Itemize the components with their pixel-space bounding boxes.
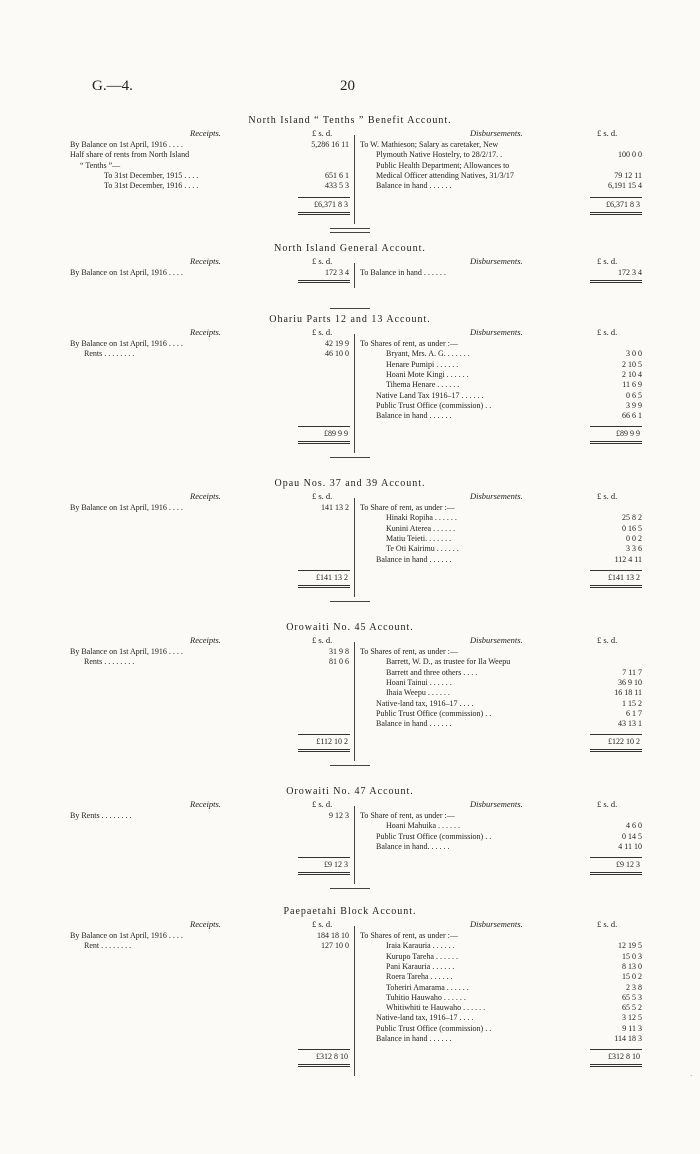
disbursement-label: Kunini Aterea . . . . . . [386, 523, 456, 533]
disbursement-label: Hinaki Ropiha . . . . . . [386, 513, 457, 523]
receipt-label: Rents . . . . . . . . [84, 657, 135, 667]
disbursement-amount: 3 12 5 [622, 1013, 642, 1023]
disbursement-amount: 36 9 10 [618, 677, 642, 687]
disbursements-lsd-heading: £ s. d. [597, 635, 618, 645]
disbursement-amount: 9 11 3 [622, 1023, 642, 1033]
disbursement-label: Balance in hand . . . . . . [376, 1034, 452, 1043]
receipt-amount: 81 0 6 [329, 657, 349, 667]
receipt-label: Half share of rents from North Island [70, 150, 190, 160]
receipt-label: By Balance on 1st April, 1916 . . . . [70, 931, 183, 940]
disbursement-label: Pani Karauria . . . . . . [386, 961, 455, 971]
disbursements-double-rule [590, 441, 642, 444]
section-separator [330, 888, 370, 889]
disbursement-amount: 1 15 2 [622, 698, 642, 708]
disbursements-sum-rule [590, 426, 642, 427]
disbursement-label: Matiu Teieti. . . . . . . [386, 533, 452, 543]
disbursement-label: Public Trust Office (commission) . . [376, 831, 492, 841]
receipts-total: £89 9 9 [324, 429, 348, 439]
disbursement-amount: 3 0 0 [626, 349, 642, 359]
receipt-label: By Balance on 1st April, 1916 . . . . [70, 268, 183, 277]
disbursement-label: Bryant, Mrs. A. G. . . . . . . [386, 349, 470, 359]
disbursement-label: To Shares of rent, as under :— [360, 931, 458, 940]
disbursements-sum-rule [590, 197, 642, 198]
disbursements-total: £89 9 9 [616, 429, 640, 439]
disbursement-amount: 172 3 4 [618, 268, 642, 277]
disbursements-lsd-heading: £ s. d. [597, 256, 618, 266]
receipt-amount: 127 10 0 [321, 941, 349, 951]
disbursements-total: £312 8 10 [608, 1052, 640, 1062]
disbursement-label: To Share of rent, as under :— [360, 503, 455, 512]
disbursement-amount: 100 0 0 [618, 150, 642, 160]
disbursement-label: Tuhitio Hauwaho . . . . . . [386, 992, 466, 1002]
disbursement-label: To Share of rent, as under :— [360, 811, 455, 820]
receipts-lsd-heading: £ s. d. [312, 491, 333, 501]
receipts-lsd-heading: £ s. d. [312, 635, 333, 645]
receipts-heading: Receipts. [190, 256, 221, 266]
disbursement-label: Plymouth Native Hostelry, to 28/2/17. . [376, 150, 503, 160]
section-separator [330, 601, 370, 602]
disbursement-label: Balance in hand . . . . . . [376, 181, 452, 191]
disbursement-label: Kurupo Tareha . . . . . . [386, 951, 458, 961]
account-title: Paepaetahi Block Account. [283, 906, 417, 917]
disbursement-label: Public Trust Office (commission) . . [376, 708, 492, 718]
account-title: Ohariu Parts 12 and 13 Account. [269, 314, 431, 325]
receipts-heading: Receipts. [190, 327, 221, 337]
receipt-amount: 141 13 2 [321, 503, 349, 512]
disbursement-label: Barrett and three others . . . . [386, 667, 478, 677]
disbursement-amount: 6,191 15 4 [608, 181, 642, 191]
receipts-total: £6,371 8 3 [314, 199, 348, 209]
receipt-amount: 46 10 0 [325, 349, 349, 359]
receipts-heading: Receipts. [190, 635, 221, 645]
receipts-heading: Receipts. [190, 491, 221, 501]
receipts-lsd-heading: £ s. d. [312, 919, 333, 929]
disbursement-label: Toheriri Amarama . . . . . . [386, 982, 469, 992]
disbursement-amount: 25 8 2 [622, 513, 642, 523]
disbursement-label: Barrett, W. D., as trustee for Ila Weepu [386, 657, 511, 667]
disbursement-amount: 2 10 4 [622, 369, 642, 379]
disbursements-lsd-heading: £ s. d. [597, 327, 618, 337]
disbursement-amount: 3 3 6 [626, 544, 642, 554]
disbursement-label: To W. Mathieson; Salary as caretaker, New [360, 140, 499, 149]
receipts-sum-rule [298, 1049, 350, 1050]
receipt-amount: 5,286 16 11 [311, 140, 349, 149]
receipts-double-rule [298, 872, 350, 875]
disbursement-amount: 65 5 2 [622, 1003, 642, 1013]
section-separator [330, 228, 370, 229]
section-separator [330, 457, 370, 458]
page-number: 20 [340, 78, 355, 94]
column-divider [354, 806, 355, 884]
disbursement-amount: 43 13 1 [618, 719, 642, 729]
disbursements-double-rule [590, 212, 642, 215]
receipt-label: “ Tenths ”— [80, 160, 121, 170]
disbursement-label: Iraia Karauria . . . . . . [386, 941, 455, 951]
receipt-label: Rent . . . . . . . . [84, 941, 132, 951]
receipt-label: By Balance on 1st April, 1916 . . . . [70, 647, 183, 656]
disbursement-amount: 112 4 11 [614, 554, 642, 564]
receipts-heading: Receipts. [190, 919, 221, 929]
disbursement-amount: 0 0 2 [626, 533, 642, 543]
disbursement-amount: 65 5 3 [622, 992, 642, 1002]
receipts-double-rule [298, 749, 350, 752]
receipt-label: By Balance on 1st April, 1916 . . . . [70, 503, 183, 512]
receipts-total: £9 12 3 [324, 860, 348, 870]
disbursements-total: £122 10 2 [608, 737, 640, 747]
disbursement-amount: 66 6 1 [622, 411, 642, 421]
receipt-amount: 172 3 4 [325, 268, 349, 277]
disbursements-total: £141 13 2 [608, 572, 640, 582]
disbursement-label: Native-land tax, 1916–17 . . . . [376, 698, 474, 708]
disbursements-sum-rule [590, 1049, 642, 1050]
disbursement-amount: 79 12 11 [614, 170, 642, 180]
receipts-sum-rule [298, 426, 350, 427]
disbursement-amount: 0 14 5 [622, 831, 642, 841]
disbursement-label: To Shares of rent, as under :— [360, 339, 458, 348]
disbursement-label: To Balance in hand . . . . . . [360, 268, 446, 277]
disbursements-heading: Disbursements. [470, 635, 523, 645]
disbursement-label: Whitiwhiti te Hauwaho . . . . . . [386, 1003, 486, 1013]
receipts-sum-rule [298, 857, 350, 858]
disbursement-amount: 12 19 5 [618, 941, 642, 951]
disbursement-label: Hoani Mahuika . . . . . . [386, 821, 460, 831]
disbursement-amount: 4 6 0 [626, 821, 642, 831]
receipts-double-rule [298, 280, 350, 283]
receipts-heading: Receipts. [190, 128, 221, 138]
column-divider [354, 498, 355, 597]
disbursements-lsd-heading: £ s. d. [597, 128, 618, 138]
receipt-amount: 9 12 3 [329, 811, 349, 820]
receipt-label: By Balance on 1st April, 1916 . . . . [70, 140, 183, 149]
disbursements-total: £9 12 3 [616, 860, 640, 870]
receipts-heading: Receipts. [190, 799, 221, 809]
disbursements-heading: Disbursements. [470, 327, 523, 337]
disbursement-amount: 2 10 5 [622, 359, 642, 369]
receipts-double-rule [298, 1064, 350, 1067]
disbursement-amount: 15 0 3 [622, 951, 642, 961]
disbursements-sum-rule [590, 857, 642, 858]
disbursement-label: Balance in hand . . . . . . [376, 411, 452, 421]
disbursements-heading: Disbursements. [470, 128, 523, 138]
column-divider [354, 334, 355, 453]
column-divider [354, 926, 355, 1076]
receipts-lsd-heading: £ s. d. [312, 799, 333, 809]
account-title: Opau Nos. 37 and 39 Account. [274, 478, 426, 489]
disbursement-label: Native Land Tax 1916–17 . . . . . . [376, 390, 484, 400]
disbursement-amount: 6 1 7 [626, 708, 642, 718]
disbursement-label: Balance in hand . . . . . . [376, 719, 452, 729]
disbursement-label: Henare Pumipi . . . . . . [386, 359, 459, 369]
disbursement-label: Tihema Henare . . . . . . [386, 380, 460, 390]
disbursements-lsd-heading: £ s. d. [597, 491, 618, 501]
disbursements-lsd-heading: £ s. d. [597, 799, 618, 809]
receipts-total: £141 13 2 [316, 572, 348, 582]
disbursement-label: Hoani Tainui . . . . . . [386, 677, 452, 687]
account-title: Orowaiti No. 47 Account. [286, 786, 414, 797]
section-separator [330, 308, 370, 309]
disbursements-heading: Disbursements. [470, 919, 523, 929]
receipt-amount: 433 5 3 [325, 181, 349, 191]
disbursements-sum-rule [590, 570, 642, 571]
disbursement-label: Ihaia Weepu . . . . . . [386, 688, 450, 698]
receipt-amount: 651 6 1 [325, 170, 349, 180]
disbursement-amount: 4 11 10 [618, 841, 642, 851]
disbursements-double-rule [590, 1064, 642, 1067]
disbursement-amount: 0 16 5 [622, 523, 642, 533]
disbursements-heading: Disbursements. [470, 799, 523, 809]
receipts-sum-rule [298, 570, 350, 571]
receipt-amount: 31 9 8 [329, 647, 349, 656]
receipts-sum-rule [298, 734, 350, 735]
column-divider [354, 642, 355, 761]
disbursement-label: Native-land tax, 1916–17 . . . . [376, 1013, 474, 1023]
disbursement-label: Public Health Department; Allowances to [376, 160, 510, 170]
receipt-label: By Rents . . . . . . . . [70, 811, 132, 820]
receipts-lsd-heading: £ s. d. [312, 128, 333, 138]
disbursements-double-rule [590, 872, 642, 875]
receipt-amount: 184 18 10 [317, 931, 349, 940]
disbursements-double-rule [590, 280, 642, 283]
disbursement-amount: 114 18 3 [614, 1034, 642, 1043]
disbursement-label: Medical Officer attending Natives, 31/3/17 [376, 170, 514, 180]
account-title: North Island “ Tenths ” Benefit Account. [248, 115, 452, 126]
disbursement-amount: 11 6 9 [622, 380, 642, 390]
disbursement-label: Roera Tareha . . . . . . [386, 972, 453, 982]
account-title: Orowaiti No. 45 Account. [286, 622, 414, 633]
disbursements-total: £6,371 8 3 [606, 199, 640, 209]
disbursement-amount: 7 11 7 [622, 667, 642, 677]
margin-mark: · [690, 1072, 693, 1080]
disbursement-label: Balance in hand . . . . . . [376, 554, 452, 564]
disbursement-label: Te Oti Kairimu . . . . . . [386, 544, 459, 554]
disbursement-amount: 8 13 0 [622, 961, 642, 971]
disbursements-heading: Disbursements. [470, 256, 523, 266]
disbursement-amount: 16 18 11 [614, 688, 642, 698]
receipts-total: £312 8 10 [316, 1052, 348, 1062]
receipts-sum-rule [298, 197, 350, 198]
disbursements-lsd-heading: £ s. d. [597, 919, 618, 929]
disbursements-double-rule [590, 585, 642, 588]
column-divider [354, 263, 355, 288]
disbursement-label: Public Trust Office (commission) . . [376, 1023, 492, 1033]
disbursement-amount: 15 0 2 [622, 972, 642, 982]
receipt-label: By Balance on 1st April, 1916 . . . . [70, 339, 183, 348]
receipts-lsd-heading: £ s. d. [312, 327, 333, 337]
section-separator [330, 232, 370, 233]
receipts-lsd-heading: £ s. d. [312, 256, 333, 266]
disbursements-sum-rule [590, 734, 642, 735]
receipt-label: To 31st December, 1916 . . . . [104, 181, 199, 191]
disbursement-label: To Shares of rent, as under :— [360, 647, 458, 656]
disbursement-label: Balance in hand. . . . . . [376, 841, 450, 851]
disbursement-amount: 3 9 9 [626, 400, 642, 410]
receipts-double-rule [298, 212, 350, 215]
receipts-double-rule [298, 585, 350, 588]
account-title: North Island General Account. [274, 243, 426, 254]
receipts-total: £112 10 2 [316, 737, 348, 747]
disbursement-label: Hoani Mote Kingi . . . . . . [386, 369, 469, 379]
disbursement-label: Public Trust Office (commission) . . [376, 400, 492, 410]
disbursements-double-rule [590, 749, 642, 752]
disbursement-amount: 0 6 5 [626, 390, 642, 400]
receipt-label: To 31st December, 1915 . . . . [104, 170, 199, 180]
receipts-double-rule [298, 441, 350, 444]
receipt-label: Rents . . . . . . . . [84, 349, 135, 359]
column-divider [354, 135, 355, 224]
disbursements-heading: Disbursements. [470, 491, 523, 501]
section-separator [330, 765, 370, 766]
disbursement-amount: 2 3 8 [626, 982, 642, 992]
series-code: G.—4. [92, 78, 133, 94]
receipt-amount: 42 19 9 [325, 339, 349, 348]
